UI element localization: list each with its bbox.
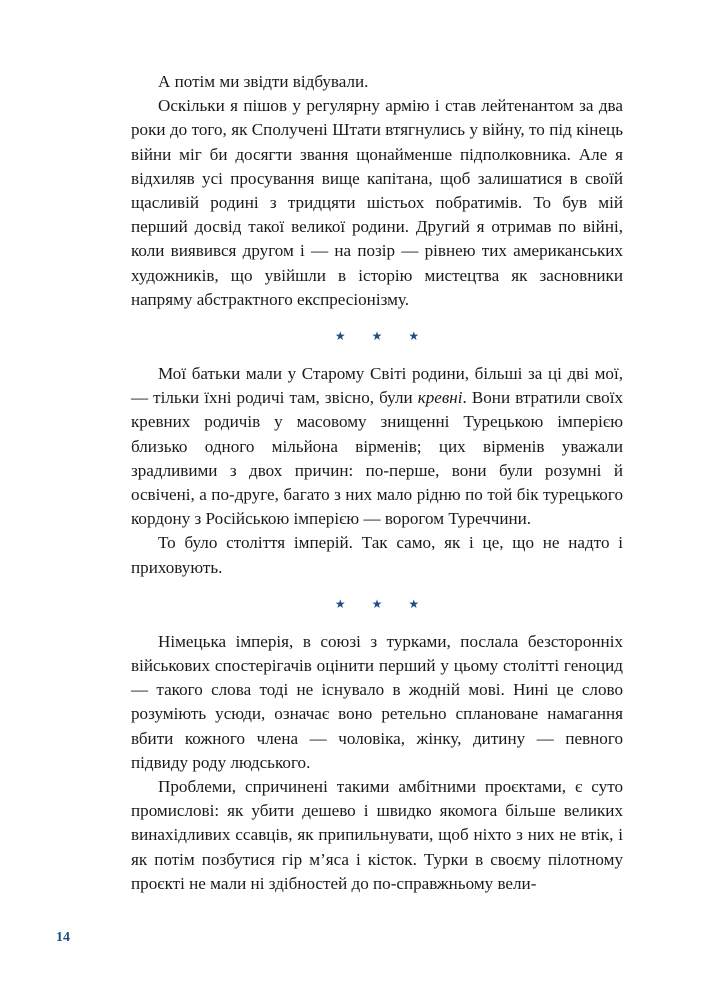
paragraph: То було століття імперій. Так само, як і це, що не надто і приховують. xyxy=(131,533,623,577)
section-separator xyxy=(131,326,623,346)
star-icon: ★ xyxy=(334,596,346,611)
book-page-text xyxy=(131,70,623,896)
italic-word: кревні xyxy=(417,388,463,408)
paragraph-text: . Вони втратили своїх кревних родичів у масовому знищенні Турецькою імперією близько одного мільйона вірменів; цих вірменів уважали зрадливими з двох причин: по-перше, вони були розумні й освічені, а по-друге, багато з них мало рідню по той бік турецького кордону з Російською імперією — ворогом Туреччини. xyxy=(131,388,623,529)
paragraph-text: Мої батьки мали у Старому Світі родини, більші за ці дві мої, — тільки їхні родичі там, звісно, були xyxy=(131,364,623,408)
star-icon: ★ xyxy=(371,596,383,611)
paragraph: Оскільки я пішов у регулярну армію і став лейтенантом за два роки до того, як Сполучені Штати втягнулись у війну, то під кінець війни міг би досягти звання щонайменше підполковника. Але я відхиляв усі просування вище капітана, щоб залишатися в своїй щасливій родині з тридцяти шістьох побратимів. То був мій перший досвід такої великої родини. Другий я отримав по війні, коли виявився другом і — на позір — рівнею тих американських художників, що увійшли в історію мистецтва як засновники напряму абстрактного експресіонізму. xyxy=(131,96,623,309)
star-icon: ★ xyxy=(371,329,383,344)
section-separator xyxy=(131,594,623,614)
paragraph: Німецька імперія, в союзі з турками, послала безсторонніх військових спостерігачів оцінити перший у цьому столітті геноцид — такого слова тоді не існувало в жодній мові. Нині це слово розуміють усюди, означає воно ретельно сплановане намагання вбити кожного члена — чоловіка, жінку, дитину — певного підвиду роду людського. xyxy=(131,631,623,772)
star-icon: ★ xyxy=(334,329,346,344)
star-icon: ★ xyxy=(408,596,420,611)
page-number: 14 xyxy=(56,930,70,945)
paragraph: А потім ми звідти відбували. xyxy=(158,72,369,91)
star-icon: ★ xyxy=(408,329,420,344)
paragraph xyxy=(131,362,623,531)
paragraph: Проблеми, спричинені такими амбітними проєктами, є суто промислові: як убити дешево і швидко якомога більше великих винахідливих ссавців, як припильнувати, щоб ніхто з них не втік, і як потім позбутися гір м’яса і кісток. Турки в своєму пілотному проєкті не мали ні здібностей до по-справжньому вели- xyxy=(131,777,623,893)
